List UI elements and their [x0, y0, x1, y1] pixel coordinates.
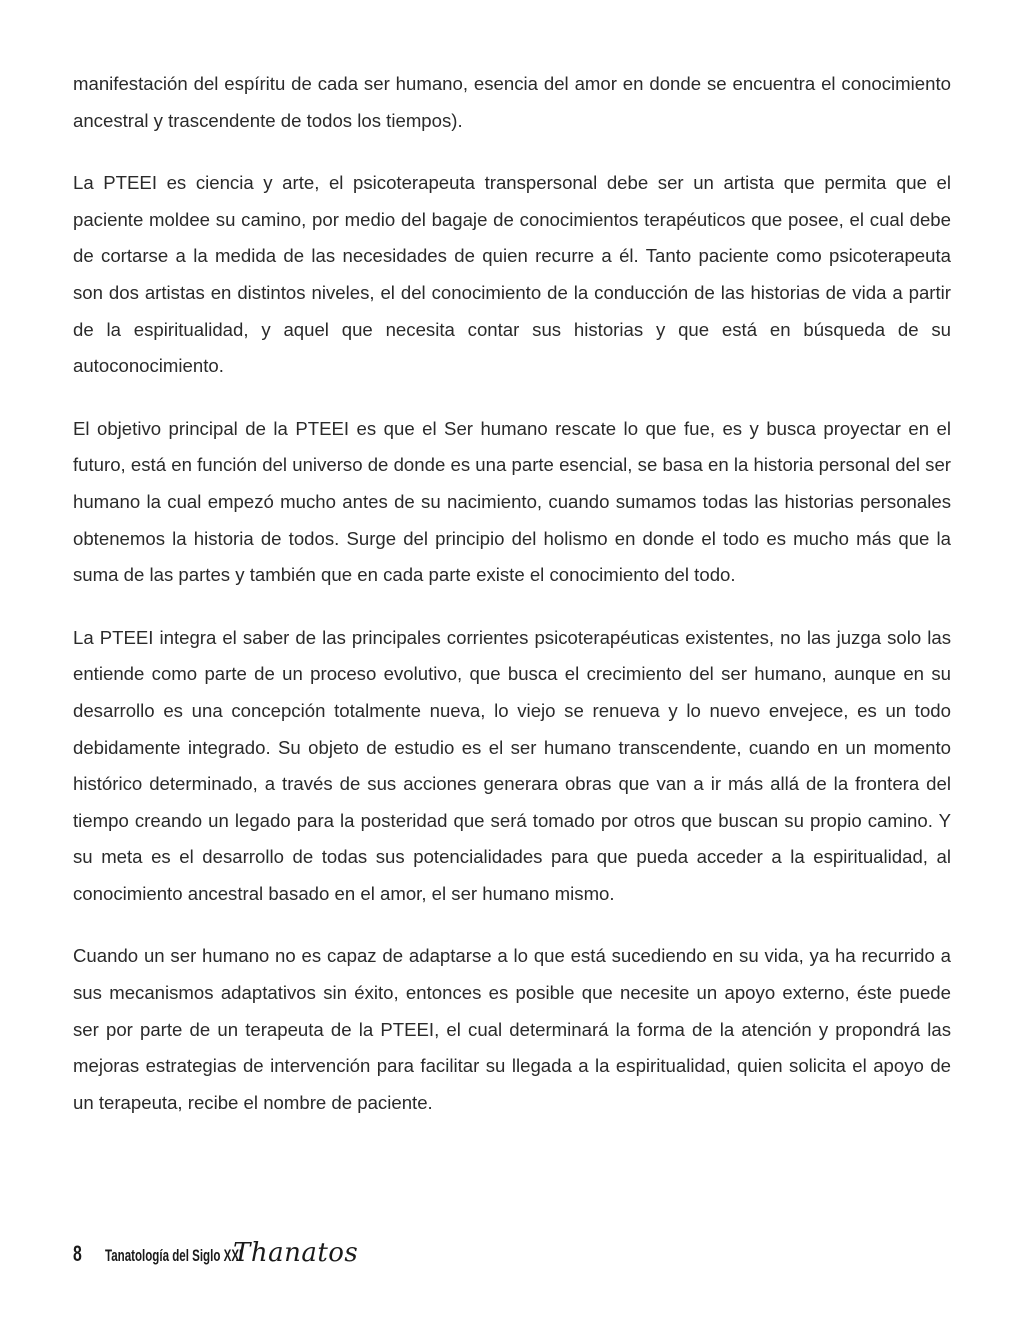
- page-footer: [73, 1238, 358, 1278]
- journal-title: Tanatología del Siglo XXI: [105, 1246, 243, 1265]
- journal-logo: Thanatos: [233, 1238, 359, 1268]
- page-number: 8: [73, 1241, 82, 1266]
- body-text: [73, 66, 951, 1147]
- paragraph-2: La PTEEI es ciencia y arte, el psicoterapeuta transpersonal debe ser un artista que permita que el paciente moldee su camino, por medio del bagaje de conocimientos terapéuticos que posee, el cual debe de cortarse a la medida de las necesidades de quien recurre a él. Tanto paciente como psicoterapeuta son dos artistas en distintos niveles, el del conocimiento de la conducción de las historias de vida a partir de la espiritualidad, y aquel que necesita contar sus historias y que está en búsqueda de su autoconocimiento.: [73, 172, 951, 377]
- paragraph-4: La PTEEI integra el saber de las principales corrientes psicoterapéuticas existentes, no las juzga solo las entiende como parte de un proceso evolutivo, que busca el crecimiento del ser humano, aunque en su desarrollo es una concepción totalmente nueva, lo viejo se renueva y lo nuevo envejece, es un todo debidamente integrado. Su objeto de estudio es el ser humano transcendente, cuando en un momento histórico determinado, a través de sus acciones generara obras que van a ir más allá de la frontera del tiempo creando un legado para la posteridad que será tomado por otros que buscan su propio camino. Y su meta es el desarrollo de todas sus potencialidades para que pueda acceder a la espiritualidad, al conocimiento ancestral basado en el amor, el ser humano mismo.: [73, 626, 951, 904]
- paragraph-3: El objetivo principal de la PTEEI es que el Ser humano rescate lo que fue, es y busca proyectar en el futuro, está en función del universo de donde es una parte esencial, se basa en la historia personal del ser humano la cual empezó mucho antes de su nacimiento, cuando sumamos todas las historias personales obtenemos la historia de todos. Surge del principio del holismo en donde el todo es mucho más que la suma de las partes y también que en cada parte existe el conocimiento del todo.: [73, 417, 951, 586]
- paragraph-1: manifestación del espíritu de cada ser humano, esencia del amor en donde se encuentra el conocimiento ancestral y trascendente de todos los tiempos).: [73, 73, 951, 131]
- paragraph-5: Cuando un ser humano no es capaz de adaptarse a lo que está sucediendo en su vida, ya ha recurrido a sus mecanismos adaptativos sin éxito, entonces es posible que necesite un apoyo externo, éste puede ser por parte de un terapeuta de la PTEEI, el cual determinará la forma de la atención y propondrá las mejoras estrategias de intervención para facilitar su llegada a la espiritualidad, quien solicita el apoyo de un terapeuta, recibe el nombre de paciente.: [73, 945, 951, 1113]
